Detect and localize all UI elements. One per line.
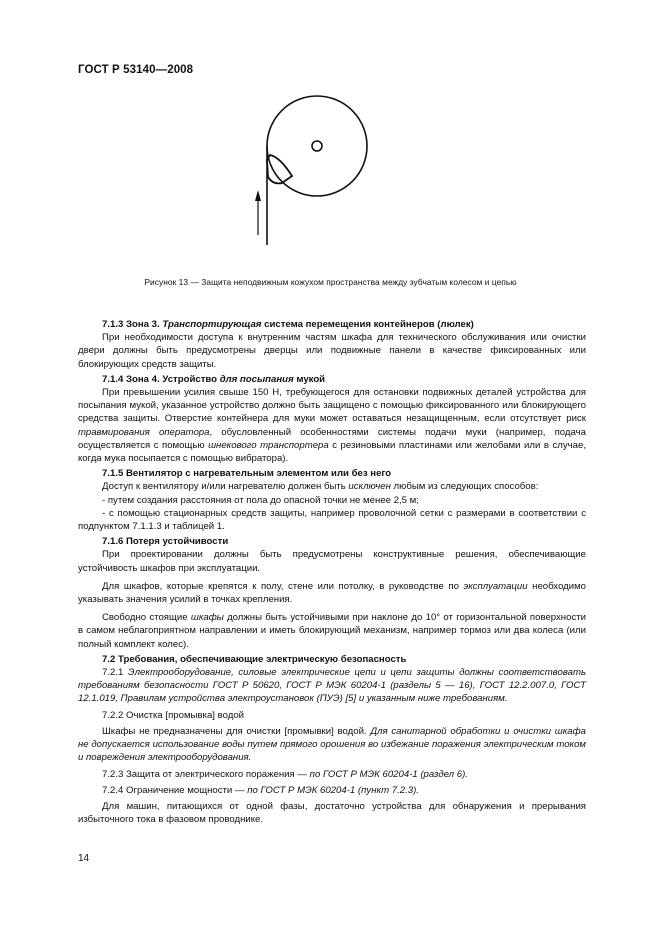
sprocket-wheel (267, 96, 367, 196)
section-7-2-1-text: 7.2.1 Электрооборудование, силовые электрические цепи и цепи защиты должны соответствовать требованиям безопасности ГОСТ Р 50620, ГОСТ Р МЭК 60204-1 (разделы 5 — 16), ГОСТ 12.2.007.0, ГОСТ 12.1.019, Правилам устройства электроустановок (ПУЭ) [5] и указанным ниже требованиям. (78, 667, 586, 705)
section-7-2-title: 7.2 Требования, обеспечивающие электрическую безопасность (102, 653, 407, 665)
section-7-1-5-item-1: - путем создания расстояния от пола до опасной точки не менее 2,5 м; (102, 494, 419, 506)
section-7-1-5-item-2: - с помощью стационарных средств защиты, например проволочной сетки с размерами в соответствии с подпунктом 7.1.1.3 и таблицей 1. (78, 507, 586, 533)
section-7-2-4-text: 7.2.4 Ограничение мощности — по ГОСТ Р МЭК 60204-1 (пункт 7.2.3). (102, 784, 419, 796)
section-7-1-5-title: 7.1.5 Вентилятор с нагревательным элементом или без него (102, 468, 392, 480)
page-number: 14 (78, 853, 90, 864)
section-7-1-3-title: 7.1.3 Зона 3. Транспортирующая система перемещения контейнеров (люлек) (102, 319, 474, 330)
section-7-1-5-text: Доступ к вентилятору и/или нагревателю должен быть исключен любым из следующих способов: (102, 481, 539, 493)
section-7-2-3-text: 7.2.3 Защита от электрического поражения — по ГОСТ Р МЭК 60204-1 (раздел 6). (102, 768, 468, 780)
standard-header: ГОСТ Р 53140—2008 (78, 64, 194, 76)
section-7-1-6-text-1: При проектировании должны быть предусмотрены конструктивные решения, обеспечивающие устойчивость шкафов при эксплуатации. (78, 549, 586, 574)
section-7-2-2-text: Шкафы не предназначены для очистки [промывки] водой. Для санитарной обработки и очистки шкафа не допускается использование воды путем прямого орошения во избежание поражения электрическим током и повреждения электрооборудования. (78, 725, 586, 764)
sprocket-guard-figure (230, 95, 380, 245)
section-7-1-6-title: 7.1.6 Потеря устойчивости (102, 536, 229, 548)
section-7-1-4-text: При превышении усилия свыше 150 Н, требующегося для остановки подвижных деталей устройства для посыпания мукой, указанное устройство должно быть защищено с помощью фиксированного или блокирующего средства защиты. Отверстие контейнера для муки может оставаться незащищенным, если отсутствует риск травмирования оператора, обусловленный особенностями системы подачи муки (например, подача осуществляется с помощью шнекового транспортера с резиновыми пластинами или желобами или в случае, когда мука посыпается с помощью вибратора). (78, 387, 586, 465)
section-7-1-6-text-3: Свободно стоящие шкафы должны быть устойчивыми при наклоне до 10° от горизонтальной поверхности в самом неблагоприятном направлении и иметь блокирующий механизм, например тормоз или два колеса (или полный комплект колес). (78, 612, 586, 650)
wheel-hub (312, 141, 322, 151)
figure-caption: Рисунок 13 — Защита неподвижным кожухом пространства между зубчатым колесом и цепью (144, 277, 517, 287)
body-text (78, 318, 586, 826)
section-7-2-2-title: 7.2.2 Очистка [промывка] водой (102, 709, 245, 721)
section-7-1-4-title: 7.1.4 Зона 4. Устройство для посыпания мукой (102, 373, 326, 385)
section-7-1-3-text: При необходимости доступа к внутренним частям шкафа для технического обслуживания или очистки двери должны быть предусмотрены дверцы или подвижные панели в качестве фиксированных или блокирующих средств защиты. (78, 332, 586, 370)
section-7-1-6-text-2: Для шкафов, которые крепятся к полу, стене или потолку, в руководстве по эксплуатации необходимо указывать значения усилий в точках крепления. (78, 580, 587, 606)
section-7-2-5-text: Для машин, питающихся от одной фазы, достаточно устройства для обнаружения и прерывания избыточного тока в фазовом проводнике. (78, 800, 586, 826)
direction-arrow-head (255, 190, 261, 201)
